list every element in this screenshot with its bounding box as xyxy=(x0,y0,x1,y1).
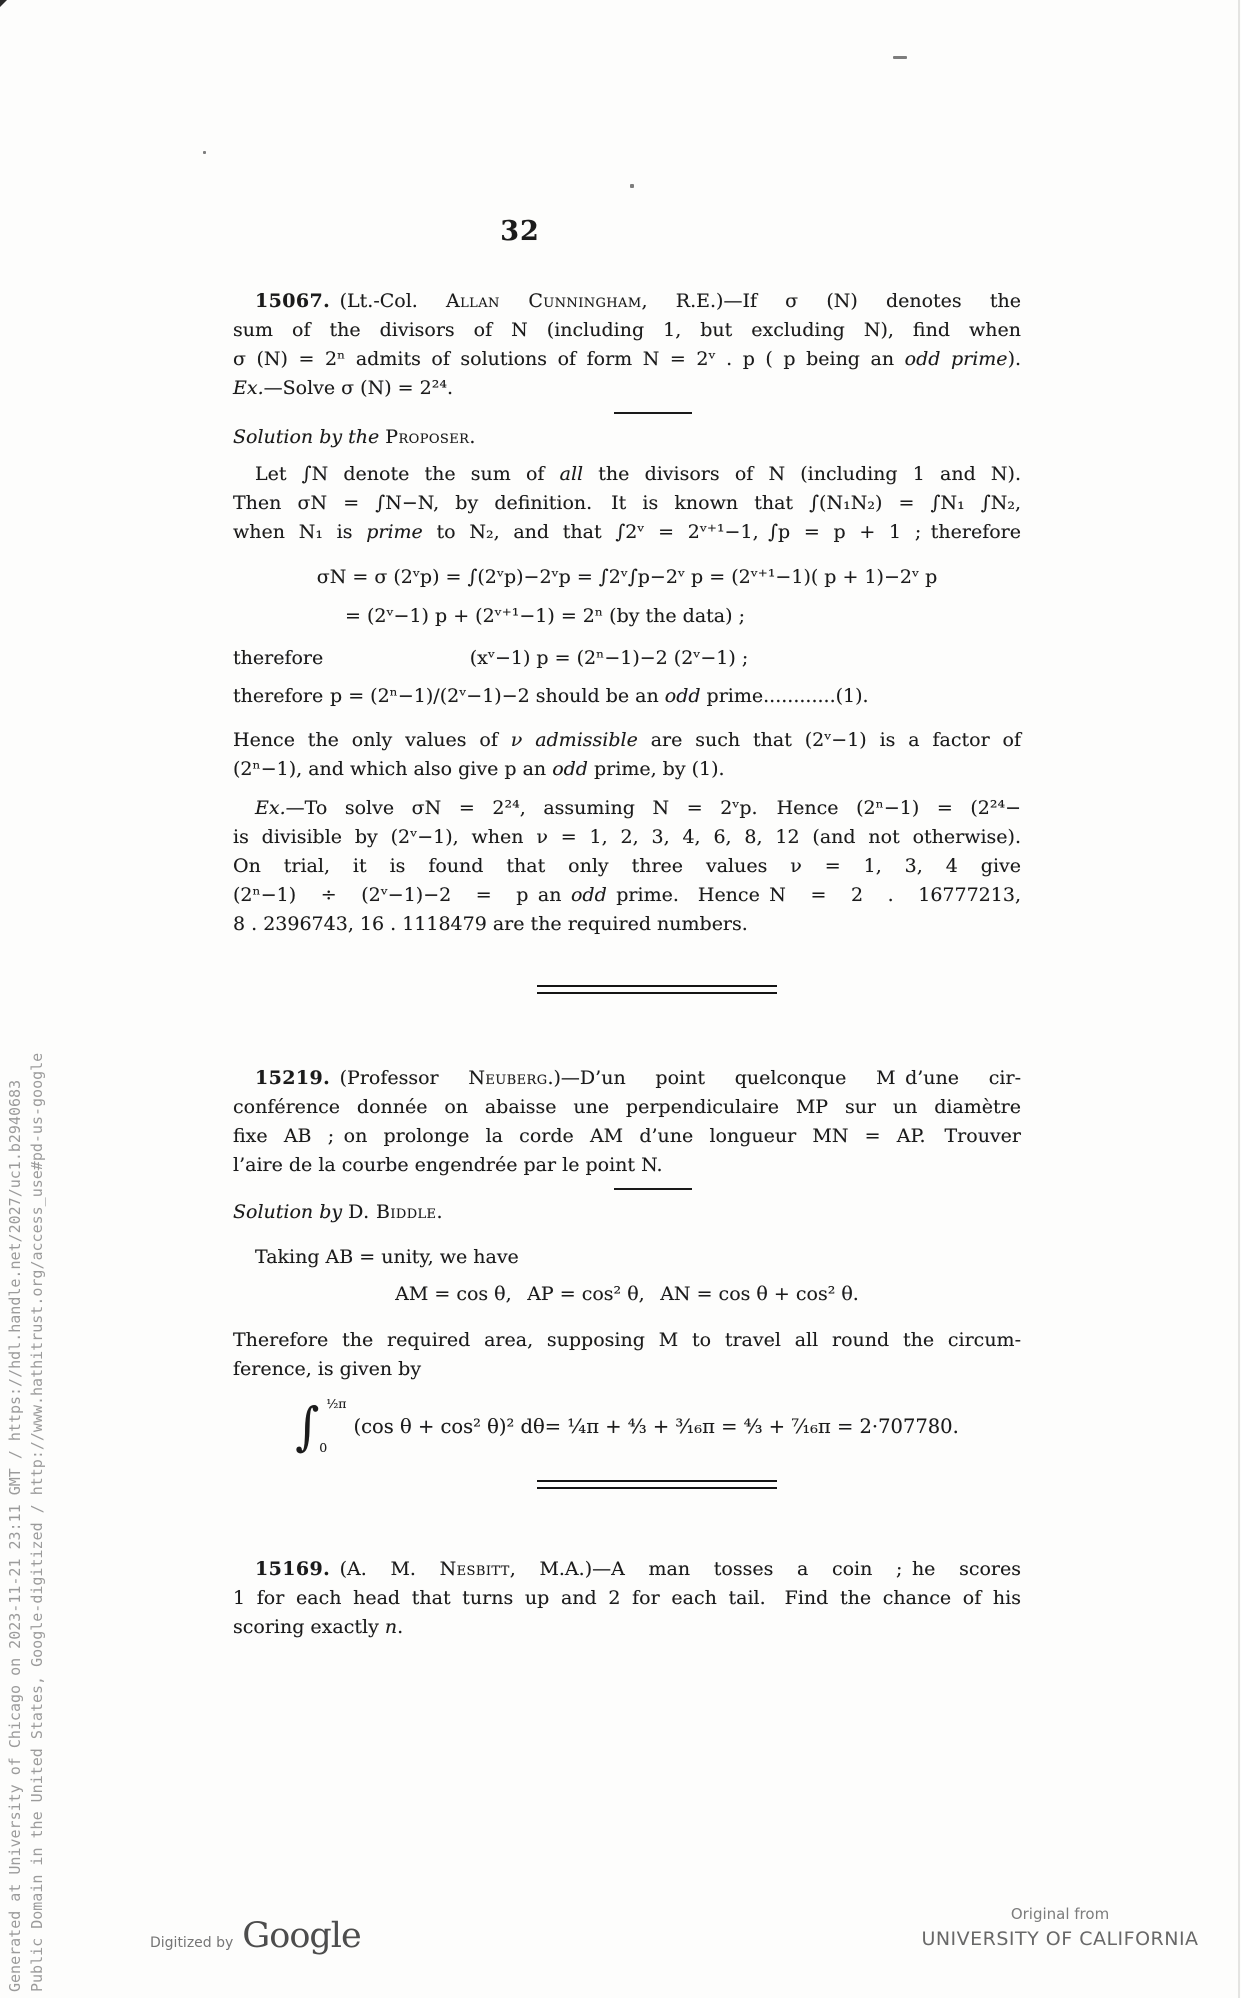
p15169-l3-italic: n xyxy=(384,1616,398,1638)
sol2-line1: Taking AB = unity, we have xyxy=(255,1246,519,1268)
gutter-note-generated: Generated at University of Chicago on 2023-11-21 23:11 GMT / https://hdl.handle.net/2027/uc1.b2940683 xyxy=(6,1079,24,1992)
hence-italic: ν admissible xyxy=(510,729,638,751)
therefore-label: therefore xyxy=(233,685,324,707)
sol1-l3-italic: prime xyxy=(366,521,423,543)
solution-by-text: Solution by the xyxy=(233,426,386,448)
problem-15219 xyxy=(233,1064,1021,1180)
author-name: Neuberg xyxy=(468,1067,548,1089)
solution-15219 xyxy=(233,1198,1021,1458)
author-name: Allan Cunningham xyxy=(446,290,642,312)
p15067-line3 xyxy=(233,345,1021,374)
integral-limits xyxy=(320,1398,346,1454)
p15067-line4 xyxy=(233,374,1021,403)
integral-equation xyxy=(233,1394,1021,1458)
p15067-l3-pre: σ (N) = 2ⁿ admits of solutions of form N = 2ᵛ . p ( p being an xyxy=(233,348,905,370)
integral-result: = ¼π + ⁴⁄₃ + ³⁄₁₆π = ⁴⁄₃ + ⁷⁄₁₆π = 2·707780. xyxy=(544,1414,959,1438)
ex-l4-italic: odd xyxy=(570,884,607,906)
p15169-line2: 1 for each head that turns up and 2 for each tail. Find the chance of his xyxy=(233,1587,1021,1609)
hence-pre: Hence the only values of xyxy=(233,729,511,751)
sol1-line3 xyxy=(233,518,1021,547)
equation-4 xyxy=(233,682,1021,714)
footer-original-from xyxy=(920,1905,1200,1950)
sol1-l1-pre: Let ∫N denote the sum of xyxy=(255,463,560,485)
sol1-ex-line1 xyxy=(233,794,1021,823)
p15169-line1 xyxy=(233,1555,1021,1584)
scan-corner-mark xyxy=(0,0,7,7)
p15219-line3: fixe AB ; on prolonge la corde AM d’une longueur MN = AP. Trouver xyxy=(233,1125,1021,1147)
scan-edge-line xyxy=(1238,0,1240,1998)
ex-l4-post: prime. Hence N = 2 . 16777213, xyxy=(606,884,1021,906)
original-from-text: Original from xyxy=(1010,1905,1110,1923)
solver-name: Proposer. xyxy=(385,426,476,448)
p15219-l1-post: .)—D’un point quelconque M d’une cir- xyxy=(547,1067,1021,1089)
therefore-label: therefore xyxy=(233,647,324,669)
equation-1: σN = σ (2ᵛp) = ∫(2ᵛp)−2ᵛp = ∫2ᵛ∫p−2ᵛ p = (2ᵛ⁺¹−1)( p + 1)−2ᵛ p xyxy=(316,566,938,588)
problem-number: 15067. xyxy=(255,290,331,312)
solution-by-text: Solution by xyxy=(233,1201,349,1223)
p15219-line2: conférence donnée on abaisse une perpendiculaire MP sur un diamètre xyxy=(233,1096,1021,1118)
problem-number: 15169. xyxy=(255,1558,331,1580)
sol1-ex-line3: On trial, it is found that only three values ν = 1, 3, 4 give xyxy=(233,855,1021,877)
p15219-l1-pre: (Professor xyxy=(330,1067,469,1089)
eq4-post: prime............(1). xyxy=(700,685,869,707)
sol1-l3-pre: when N₁ is xyxy=(233,521,367,543)
equation-3 xyxy=(233,644,1021,676)
equation-4-body xyxy=(330,682,1021,711)
sol1-ex-line2: is divisible by (2ᵛ−1), when ν = 1, 2, 3, 4, 6, 8, 12 (and not otherwise). xyxy=(233,826,1021,848)
solver-name: D. Biddle. xyxy=(348,1201,443,1223)
p15067-l4-post: —Solve σ (N) = 2²⁴. xyxy=(263,377,453,399)
eq4-pre: p = (2ⁿ−1)/(2ᵛ−1)−2 should be an xyxy=(330,685,665,707)
ex-l4-pre: (2ⁿ−1) ÷ (2ᵛ−1)−2 = p an xyxy=(233,884,571,906)
p15219-line4: l’aire de la courbe engendrée par le point N. xyxy=(233,1154,663,1176)
solution-15067 xyxy=(233,423,1021,939)
problem-number: 15219. xyxy=(255,1067,331,1089)
scan-speck xyxy=(893,56,907,59)
google-wordmark: Google xyxy=(242,1916,361,1956)
double-rule-1 xyxy=(537,985,777,994)
ex-l1-post: —To solve σN = 2²⁴, assuming N = 2ᵛp. Hence (2ⁿ−1) = (2²⁴− xyxy=(285,797,1021,819)
p15067-line1 xyxy=(233,287,1021,316)
p15067-line2: sum of the divisors of N (including 1, but excluding N), find when xyxy=(233,319,1021,341)
equation-2: = (2ᵛ−1) p + (2ᵛ⁺¹−1) = 2ⁿ (by the data) ; xyxy=(345,605,745,627)
p15067-l3-italic: odd prime xyxy=(904,348,1008,370)
sol1-l1-post: the divisors of N (including 1 and N). xyxy=(583,463,1021,485)
p15067-l1-post: , R.E.)—If σ (N) denotes the xyxy=(641,290,1021,312)
p15169-l3-pre: scoring exactly xyxy=(233,1616,385,1638)
p15067-ex-label: Ex. xyxy=(233,377,264,399)
integral-upper-limit: ½π xyxy=(326,1396,347,1411)
hence2-post: prime, by (1). xyxy=(587,758,725,780)
integral-sign: ∫ xyxy=(295,1395,320,1457)
sol2-line2: Therefore the required area, supposing M to travel all round the circum- xyxy=(233,1329,1021,1351)
p15169-line3 xyxy=(233,1613,1021,1642)
digitized-by-text: Digitized by xyxy=(150,1935,234,1951)
problem-15169 xyxy=(233,1555,1021,1642)
gutter-note-public-domain: Public Domain in the United States, Google-digitized / http://www.hathitrust.org/access_use#pd-us-google xyxy=(28,1052,46,1992)
equation-3-body: (xᵛ−1) p = (2ⁿ−1)−2 (2ᵛ−1) ; xyxy=(469,647,749,669)
scan-speck xyxy=(630,184,634,188)
scan-speck xyxy=(203,151,206,154)
sol2-line3: ference, is given by xyxy=(233,1358,422,1380)
integral-body: (cos θ + cos² θ)² dθ xyxy=(353,1414,545,1438)
sol1-ex-line4 xyxy=(233,881,1021,910)
sol1-l3-post: to N₂, and that ∫2ᵛ = 2ᵛ⁺¹−1, ∫p = p + 1 ; therefore xyxy=(422,521,1021,543)
divider-short-1 xyxy=(614,412,692,414)
integral-lower-limit: 0 xyxy=(319,1439,328,1455)
problem-15067 xyxy=(233,287,1021,403)
hence-post: are such that (2ᵛ−1) is a factor of xyxy=(637,729,1021,751)
p15067-l3-post: ). xyxy=(1007,348,1022,370)
sol1-hence-line2 xyxy=(233,755,1021,784)
sol1-line1 xyxy=(233,460,1021,489)
footer-digitized-by xyxy=(150,1916,361,1956)
p15169-l1-post: , M.A.)—A man tosses a coin ; he scores xyxy=(509,1558,1022,1580)
eq4-italic: odd xyxy=(664,685,701,707)
p15067-l1-pre: (Lt.-Col. xyxy=(330,290,447,312)
solution-heading-1 xyxy=(233,423,1021,452)
page-number: 32 xyxy=(500,216,540,247)
sol1-line2: Then σN = ∫N−N, by definition. It is known that ∫(N₁N₂) = ∫N₁ ∫N₂, xyxy=(233,492,1021,514)
page-body xyxy=(233,287,1021,1642)
double-rule-2 xyxy=(537,1480,777,1489)
hence2-pre: (2ⁿ−1), and which also give p an xyxy=(233,758,553,780)
sol1-ex-line5: 8 . 2396743, 16 . 1118479 are the required numbers. xyxy=(233,913,748,935)
ex-label: Ex. xyxy=(255,797,286,819)
equation-5: AM = cos θ, AP = cos² θ, AN = cos θ + cos² θ. xyxy=(395,1283,859,1305)
hence2-italic: odd xyxy=(552,758,588,780)
divider-short-2 xyxy=(614,1188,692,1190)
p15169-l3-post: . xyxy=(397,1616,404,1638)
solution-heading-2 xyxy=(233,1198,1021,1227)
p15169-l1-pre: (A. M. xyxy=(330,1558,440,1580)
p15219-line1 xyxy=(233,1064,1021,1093)
author-name: Nesbitt xyxy=(439,1558,510,1580)
institution-name: UNIVERSITY OF CALIFORNIA xyxy=(921,1928,1199,1950)
sol1-hence-line1 xyxy=(233,726,1021,755)
sol1-l1-italic: all xyxy=(559,463,584,485)
